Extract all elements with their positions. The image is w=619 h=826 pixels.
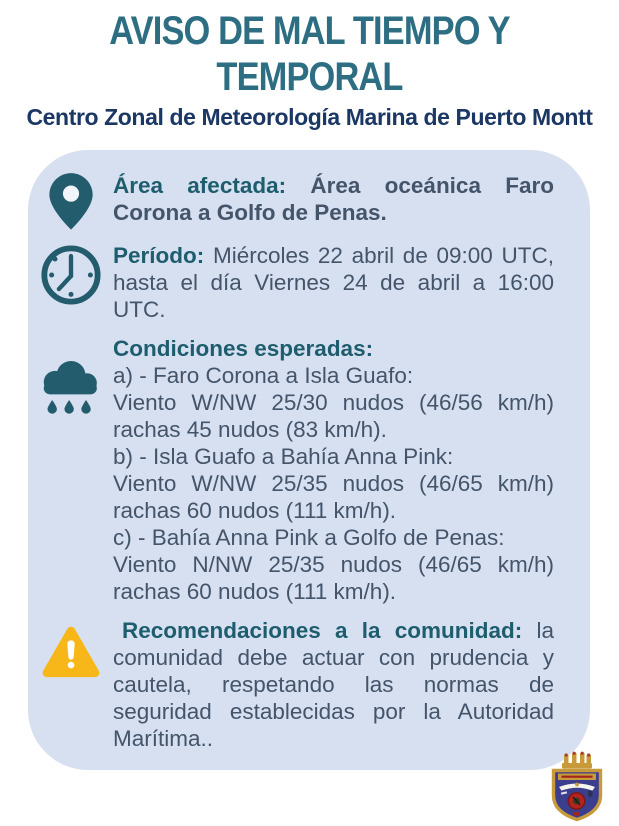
conditions-text-cell <box>113 335 554 605</box>
zone-b-title: b) - Isla Guafo a Bahía Anna Pink: <box>113 444 454 469</box>
period-icon-cell <box>28 242 113 323</box>
period-label: Período: <box>113 243 205 268</box>
recommendations-section <box>28 617 554 752</box>
location-pin-icon <box>49 173 93 230</box>
area-text: Área oceánica Faro Corona a Golfo de Penas. <box>113 173 554 225</box>
period-text: Miércoles 22 abril de 09:00 UTC, hasta el día Viernes 24 de abril a 16:00 UTC. <box>113 243 554 322</box>
period-text-cell <box>113 242 554 323</box>
conditions-section <box>28 335 554 605</box>
recommendations-label: Recomendaciones a la comunidad: <box>122 618 523 643</box>
header <box>0 0 619 131</box>
zone-b-wind: Viento W/NW 25/35 nudos (46/65 km/h) rachas 60 nudos (111 km/h). <box>113 471 554 523</box>
area-section <box>28 172 554 230</box>
period-paragraph <box>113 242 554 323</box>
clock-icon <box>40 244 102 306</box>
zone-c-wind: Viento N/NW 25/35 nudos (46/65 km/h) rachas 60 nudos (111 km/h). <box>113 552 554 604</box>
navy-crest-logo <box>545 751 609 823</box>
area-paragraph <box>113 172 554 226</box>
conditions-icon-cell <box>28 335 113 605</box>
zone-c-title: c) - Bahía Anna Pink a Golfo de Penas: <box>113 525 505 550</box>
area-icon-cell <box>28 172 113 230</box>
conditions-heading: Condiciones esperadas: <box>113 336 374 361</box>
page-title <box>43 8 575 100</box>
page-title-line2: TEMPORAL <box>216 55 403 99</box>
zone-a-wind: Viento W/NW 25/30 nudos (46/56 km/h) rachas 45 nudos (83 km/h). <box>113 390 554 442</box>
notice-panel <box>28 150 590 770</box>
recommendations-text-cell <box>113 617 554 752</box>
recommendations-paragraph <box>113 617 554 752</box>
period-section <box>28 242 554 323</box>
rain-cloud-icon <box>35 353 107 415</box>
area-label: Área afectada: <box>113 173 287 198</box>
recommendations-icon-cell <box>28 617 113 752</box>
zone-a-title: a) - Faro Corona a Isla Guafo: <box>113 363 414 388</box>
page-title-line1: AVISO DE MAL TIEMPO Y <box>109 9 510 53</box>
recommendations-text: la comunidad debe actuar con prudencia y cautela, respetando las normas de seguridad establecidas por la Autoridad Marítima.. <box>113 618 554 751</box>
warning-icon <box>40 623 102 680</box>
area-text-cell <box>113 172 554 230</box>
page-subtitle: Centro Zonal de Meteorología Marina de Puerto Montt <box>26 104 593 130</box>
